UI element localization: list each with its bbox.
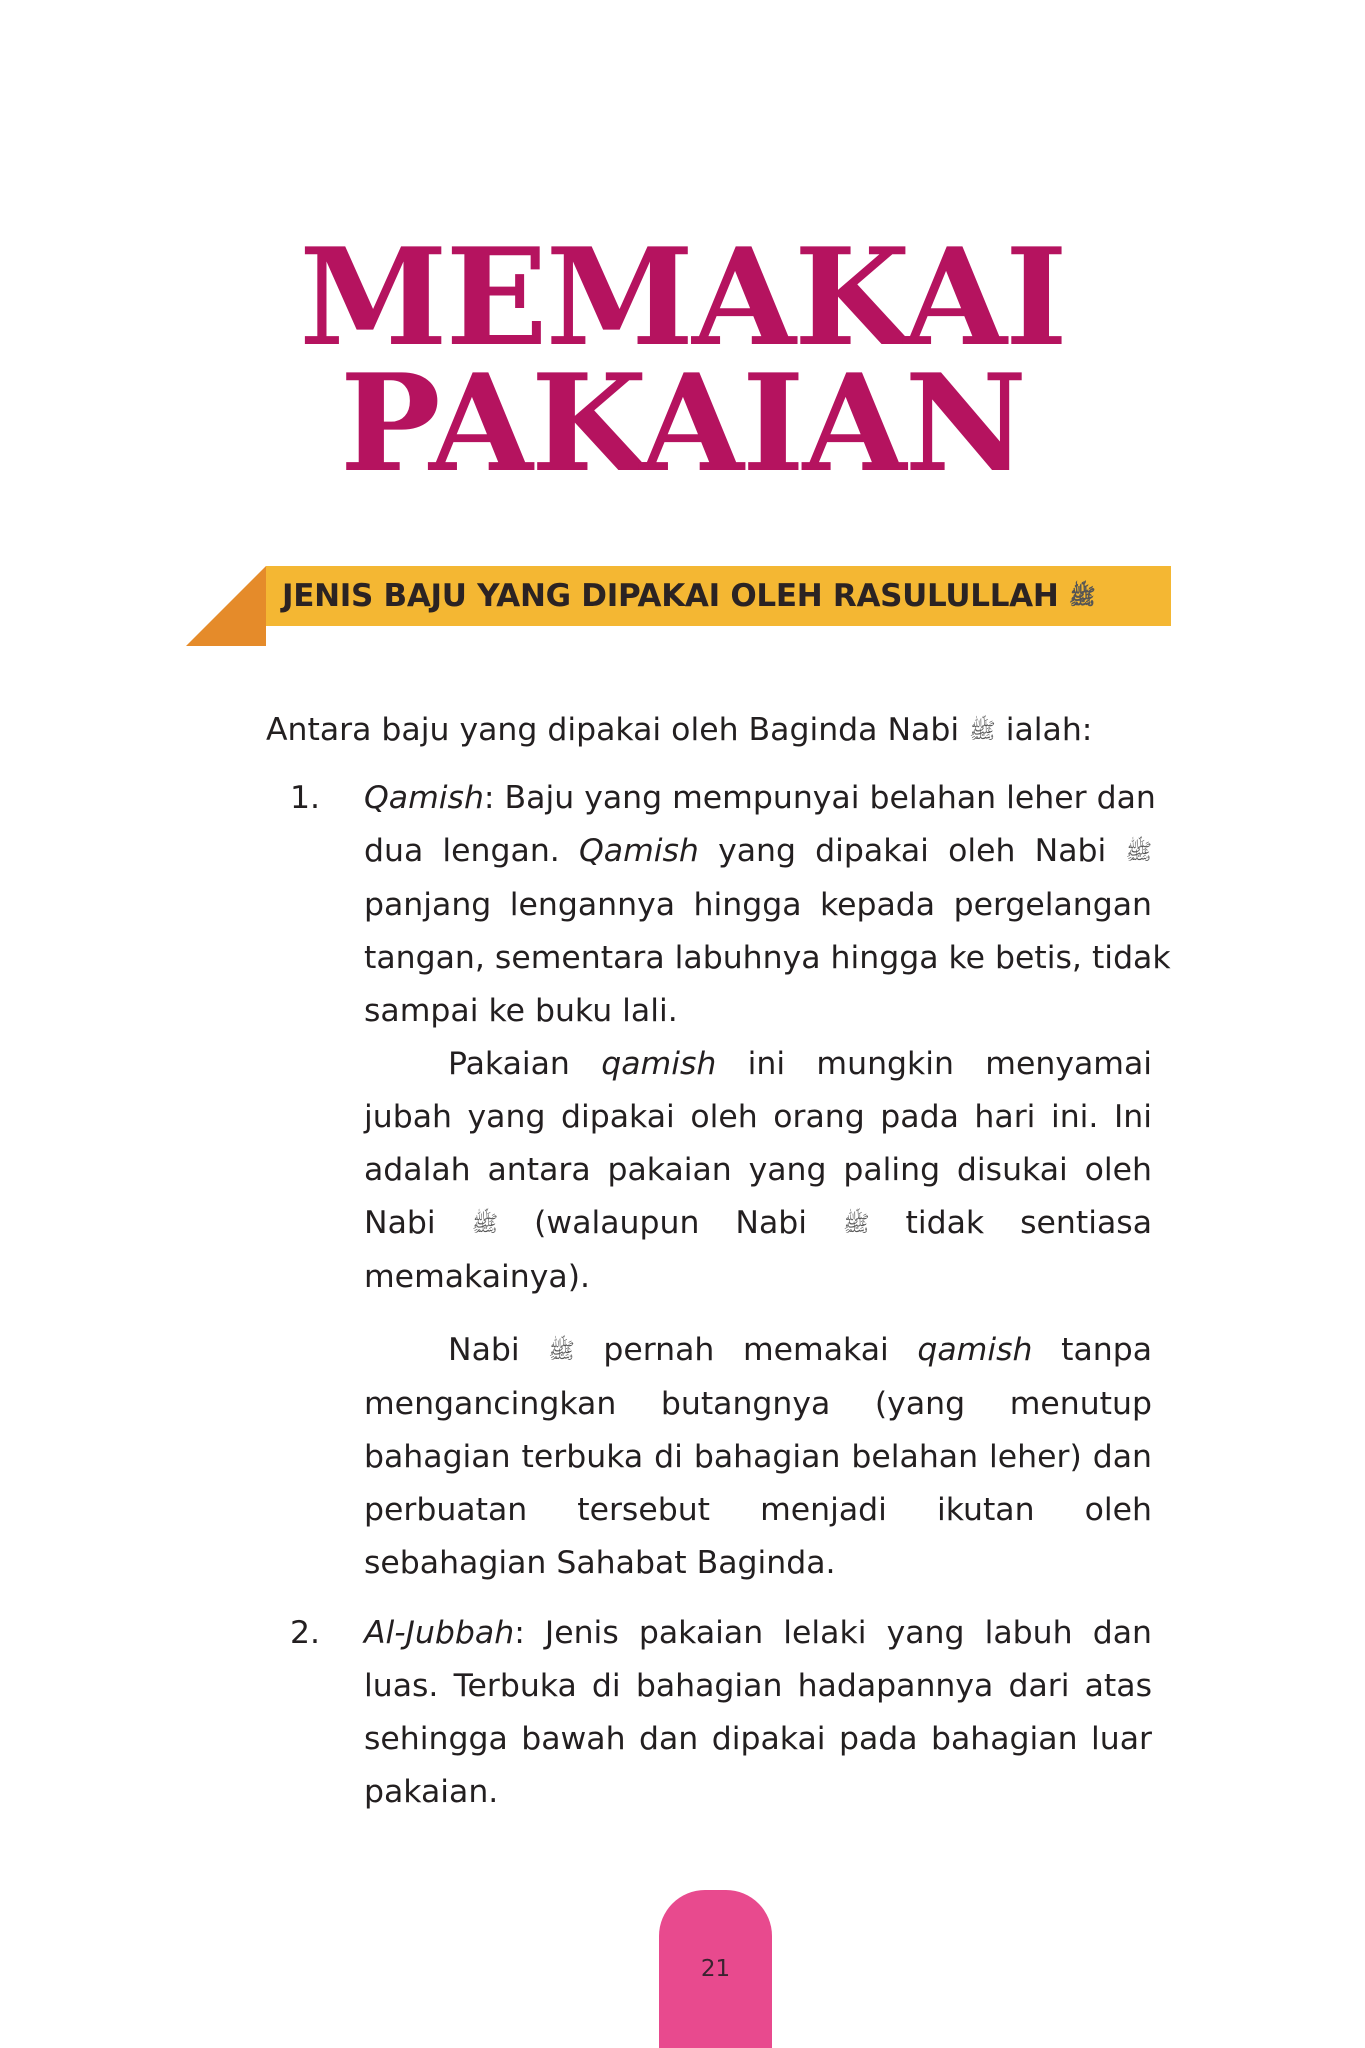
text-line: sampai ke buku lali. xyxy=(364,993,678,1029)
text-span: Nabi xyxy=(364,1205,436,1241)
paragraph xyxy=(364,1607,1152,1819)
text-span: Pakaian xyxy=(448,1046,570,1082)
page-number: 21 xyxy=(700,1956,731,1982)
page-number-tab xyxy=(659,1890,772,2048)
list-item-body xyxy=(364,1607,1152,1819)
text-line xyxy=(364,772,1156,825)
salawat-icon: ﷺ xyxy=(969,719,996,744)
term-italic: Al-Jubbah xyxy=(364,1615,515,1651)
text-span: Nabi xyxy=(448,1332,520,1368)
text-line: pakaian. xyxy=(364,1774,499,1810)
text-line xyxy=(364,1038,1152,1091)
list-item-number: 1. xyxy=(290,780,321,816)
salawat-icon: ﷺ xyxy=(548,1339,575,1364)
text-span: tidak sentiasa xyxy=(905,1205,1153,1241)
salawat-icon: ﷺ xyxy=(471,1212,499,1237)
salawat-icon: ﷺ xyxy=(1125,840,1153,865)
intro-sentence xyxy=(266,706,1092,756)
section-heading-text: JENIS BAJU YANG DIPAKAI OLEH RASULULLAH xyxy=(282,578,1059,614)
term-italic: qamish xyxy=(601,1046,717,1082)
paragraph xyxy=(364,1038,1152,1304)
text-line: tangan, sementara labuhnya hingga ke betis, tidak xyxy=(364,940,1171,976)
term-italic: Qamish xyxy=(364,780,484,816)
text-span: dua lengan. xyxy=(364,833,560,869)
text-span: : Jenis pakaian lelaki yang labuh dan xyxy=(514,1615,1152,1651)
text-line: luas. Terbuka di bahagian hadapannya dari atas xyxy=(364,1668,1152,1704)
text-span: pernah memakai xyxy=(603,1332,889,1368)
list-item-number: 2. xyxy=(290,1615,321,1651)
text-line: sebahagian Sahabat Baginda. xyxy=(364,1545,836,1581)
paragraph xyxy=(364,772,1171,1038)
text-line xyxy=(364,1197,1152,1251)
paragraph-gap xyxy=(364,1304,1152,1324)
intro-text-start: Antara baju yang dipakai oleh Baginda Nabi xyxy=(266,712,960,748)
text-line: jubah yang dipakai oleh orang pada hari ini. Ini xyxy=(364,1099,1152,1135)
text-line: memakainya). xyxy=(364,1259,591,1295)
text-span: ini mungkin menyamai xyxy=(747,1046,1153,1082)
text-line: mengancingkan butangnya (yang menutup xyxy=(364,1386,1152,1422)
text-line: sehingga bawah dan dipakai pada bahagian luar xyxy=(364,1721,1152,1757)
text-line xyxy=(364,1607,1152,1660)
section-heading xyxy=(282,566,1096,626)
list-item-body xyxy=(364,772,1171,1590)
text-line: perbuatan tersebut menjadi ikutan oleh xyxy=(364,1492,1152,1528)
intro-text-end: ialah: xyxy=(1005,712,1093,748)
text-span: : Baju yang mempunyai belahan leher dan xyxy=(483,780,1156,816)
text-line: panjang lengannya hingga kepada pergelangan xyxy=(364,887,1152,923)
text-span: (walaupun Nabi xyxy=(534,1205,808,1241)
text-line: adalah antara pakaian yang paling disukai oleh xyxy=(364,1152,1152,1188)
salawat-icon: ﷺ xyxy=(842,1212,870,1237)
term-italic: Qamish xyxy=(578,833,699,869)
text-line xyxy=(364,825,1152,879)
term-italic: qamish xyxy=(917,1332,1033,1368)
text-line: bahagian terbuka di bahagian belahan leher) dan xyxy=(364,1439,1152,1475)
paragraph xyxy=(364,1324,1152,1590)
text-line xyxy=(364,1324,1152,1378)
text-span: tanpa xyxy=(1061,1332,1153,1368)
chapter-title-line-1: MEMAKAI xyxy=(299,218,1066,376)
salawat-icon: ﷺ xyxy=(1069,585,1096,610)
chapter-title-line-2: PAKAIAN xyxy=(339,344,1026,502)
text-span: yang dipakai oleh Nabi xyxy=(718,833,1107,869)
section-banner xyxy=(186,566,1171,646)
